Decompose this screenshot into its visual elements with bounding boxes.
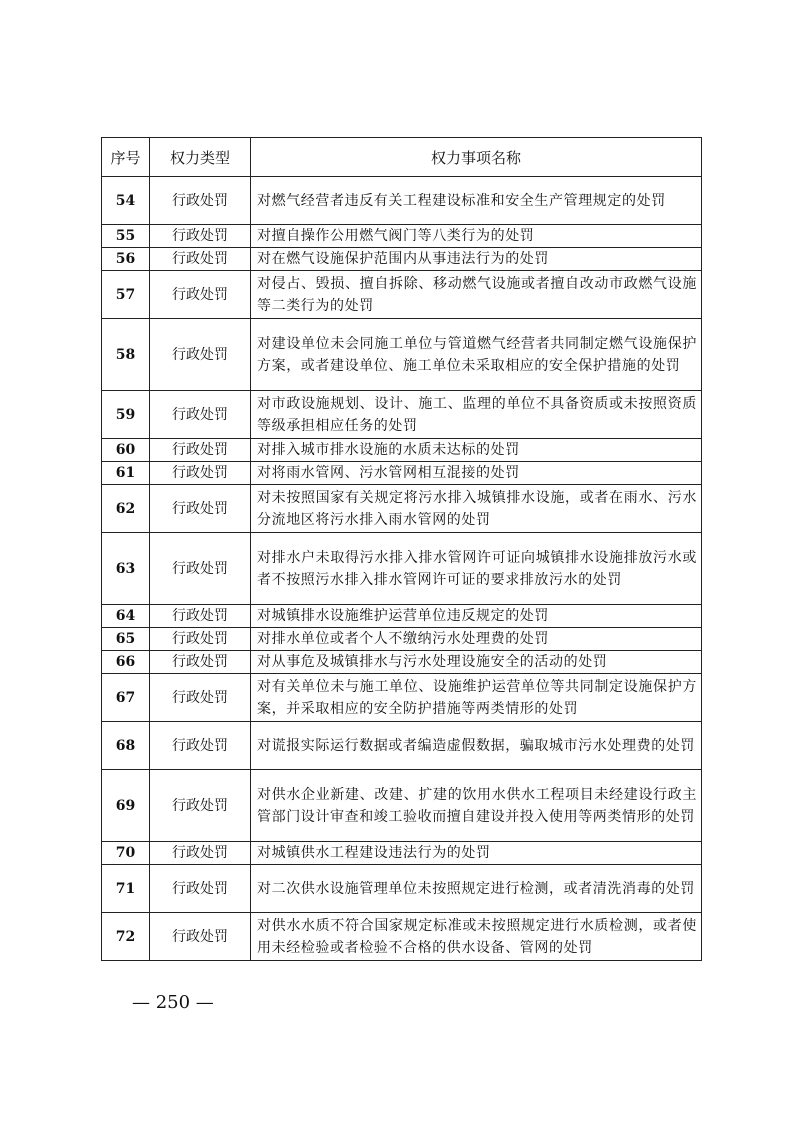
table-row bbox=[102, 913, 702, 961]
row-power-item-name: 对谎报实际运行数据或者编造虚假数据，骗取城市污水处理费的处罚 bbox=[251, 722, 702, 770]
header-power-type: 权力类型 bbox=[150, 138, 251, 177]
row-power-type: 行政处罚 bbox=[150, 605, 251, 628]
row-power-item-name: 对有关单位未与施工单位、设施维护运营单位等共同制定设施保护方案，并采取相应的安全防护措施等两类情形的处罚 bbox=[251, 674, 702, 722]
row-serial-number: 66 bbox=[102, 651, 150, 674]
row-power-item-name: 对城镇排水设施维护运营单位违反规定的处罚 bbox=[251, 605, 702, 628]
table-row bbox=[102, 533, 702, 605]
row-power-type: 行政处罚 bbox=[150, 177, 251, 225]
table-row bbox=[102, 271, 702, 319]
table-row bbox=[102, 248, 702, 271]
row-power-item-name: 对供水企业新建、改建、扩建的饮用水供水工程项目未经建设行政主管部门设计审查和竣工验收而擅自建设并投入使用等两类情形的处罚 bbox=[251, 770, 702, 842]
row-serial-number: 67 bbox=[102, 674, 150, 722]
row-power-item-name: 对城镇供水工程建设违法行为的处罚 bbox=[251, 842, 702, 865]
row-serial-number: 64 bbox=[102, 605, 150, 628]
row-serial-number: 54 bbox=[102, 177, 150, 225]
table-row bbox=[102, 319, 702, 391]
row-serial-number: 57 bbox=[102, 271, 150, 319]
row-serial-number: 68 bbox=[102, 722, 150, 770]
row-power-item-name: 对市政设施规划、设计、施工、监理的单位不具备资质或未按照资质等级承担相应任务的处罚 bbox=[251, 391, 702, 439]
row-serial-number: 65 bbox=[102, 628, 150, 651]
row-power-type: 行政处罚 bbox=[150, 628, 251, 651]
table-header-row bbox=[102, 138, 702, 177]
row-power-item-name: 对排水户未取得污水排入排水管网许可证向城镇排水设施排放污水或者不按照污水排入排水管网许可证的要求排放污水的处罚 bbox=[251, 533, 702, 605]
row-power-type: 行政处罚 bbox=[150, 533, 251, 605]
row-power-type: 行政处罚 bbox=[150, 651, 251, 674]
table-row bbox=[102, 674, 702, 722]
row-power-item-name: 对从事危及城镇排水与污水处理设施安全的活动的处罚 bbox=[251, 651, 702, 674]
row-serial-number: 56 bbox=[102, 248, 150, 271]
row-power-item-name: 对燃气经营者违反有关工程建设标准和安全生产管理规定的处罚 bbox=[251, 177, 702, 225]
row-serial-number: 55 bbox=[102, 225, 150, 248]
row-power-item-name: 对擅自操作公用燃气阀门等八类行为的处罚 bbox=[251, 225, 702, 248]
row-power-type: 行政处罚 bbox=[150, 391, 251, 439]
row-power-type: 行政处罚 bbox=[150, 225, 251, 248]
table-row bbox=[102, 485, 702, 533]
row-power-item-name: 对排入城市排水设施的水质未达标的处罚 bbox=[251, 439, 702, 462]
row-power-type: 行政处罚 bbox=[150, 722, 251, 770]
row-serial-number: 61 bbox=[102, 462, 150, 485]
row-power-type: 行政处罚 bbox=[150, 248, 251, 271]
page-number: — 250 — bbox=[132, 992, 214, 1013]
table-row bbox=[102, 651, 702, 674]
row-power-item-name: 对未按照国家有关规定将污水排入城镇排水设施，或者在雨水、污水分流地区将污水排入雨水管网的处罚 bbox=[251, 485, 702, 533]
table-row bbox=[102, 605, 702, 628]
row-serial-number: 62 bbox=[102, 485, 150, 533]
row-power-item-name: 对将雨水管网、污水管网相互混接的处罚 bbox=[251, 462, 702, 485]
power-items-table bbox=[101, 137, 702, 961]
row-power-type: 行政处罚 bbox=[150, 913, 251, 961]
row-serial-number: 59 bbox=[102, 391, 150, 439]
header-serial-number: 序号 bbox=[102, 138, 150, 177]
row-serial-number: 60 bbox=[102, 439, 150, 462]
row-serial-number: 58 bbox=[102, 319, 150, 391]
table-row bbox=[102, 628, 702, 651]
row-power-item-name: 对排水单位或者个人不缴纳污水处理费的处罚 bbox=[251, 628, 702, 651]
row-power-item-name: 对二次供水设施管理单位未按照规定进行检测，或者清洗消毒的处罚 bbox=[251, 865, 702, 913]
table-row bbox=[102, 865, 702, 913]
row-serial-number: 69 bbox=[102, 770, 150, 842]
row-power-type: 行政处罚 bbox=[150, 842, 251, 865]
table-row bbox=[102, 225, 702, 248]
row-power-item-name: 对在燃气设施保护范围内从事违法行为的处罚 bbox=[251, 248, 702, 271]
row-serial-number: 63 bbox=[102, 533, 150, 605]
row-power-item-name: 对建设单位未会同施工单位与管道燃气经营者共同制定燃气设施保护方案，或者建设单位、施工单位未采取相应的安全保护措施的处罚 bbox=[251, 319, 702, 391]
table-row bbox=[102, 842, 702, 865]
row-power-type: 行政处罚 bbox=[150, 319, 251, 391]
table-row bbox=[102, 391, 702, 439]
table-row bbox=[102, 770, 702, 842]
row-power-type: 行政处罚 bbox=[150, 865, 251, 913]
row-power-type: 行政处罚 bbox=[150, 485, 251, 533]
row-power-type: 行政处罚 bbox=[150, 462, 251, 485]
table-row bbox=[102, 439, 702, 462]
row-serial-number: 71 bbox=[102, 865, 150, 913]
row-power-type: 行政处罚 bbox=[150, 674, 251, 722]
row-power-item-name: 对侵占、毁损、擅自拆除、移动燃气设施或者擅自改动市政燃气设施等二类行为的处罚 bbox=[251, 271, 702, 319]
row-power-type: 行政处罚 bbox=[150, 770, 251, 842]
row-power-type: 行政处罚 bbox=[150, 439, 251, 462]
row-serial-number: 70 bbox=[102, 842, 150, 865]
table-row bbox=[102, 462, 702, 485]
row-serial-number: 72 bbox=[102, 913, 150, 961]
table-row bbox=[102, 177, 702, 225]
header-power-item-name: 权力事项名称 bbox=[251, 138, 702, 177]
row-power-type: 行政处罚 bbox=[150, 271, 251, 319]
table-row bbox=[102, 722, 702, 770]
row-power-item-name: 对供水水质不符合国家规定标准或未按照规定进行水质检测，或者使用未经检验或者检验不合格的供水设备、管网的处罚 bbox=[251, 913, 702, 961]
